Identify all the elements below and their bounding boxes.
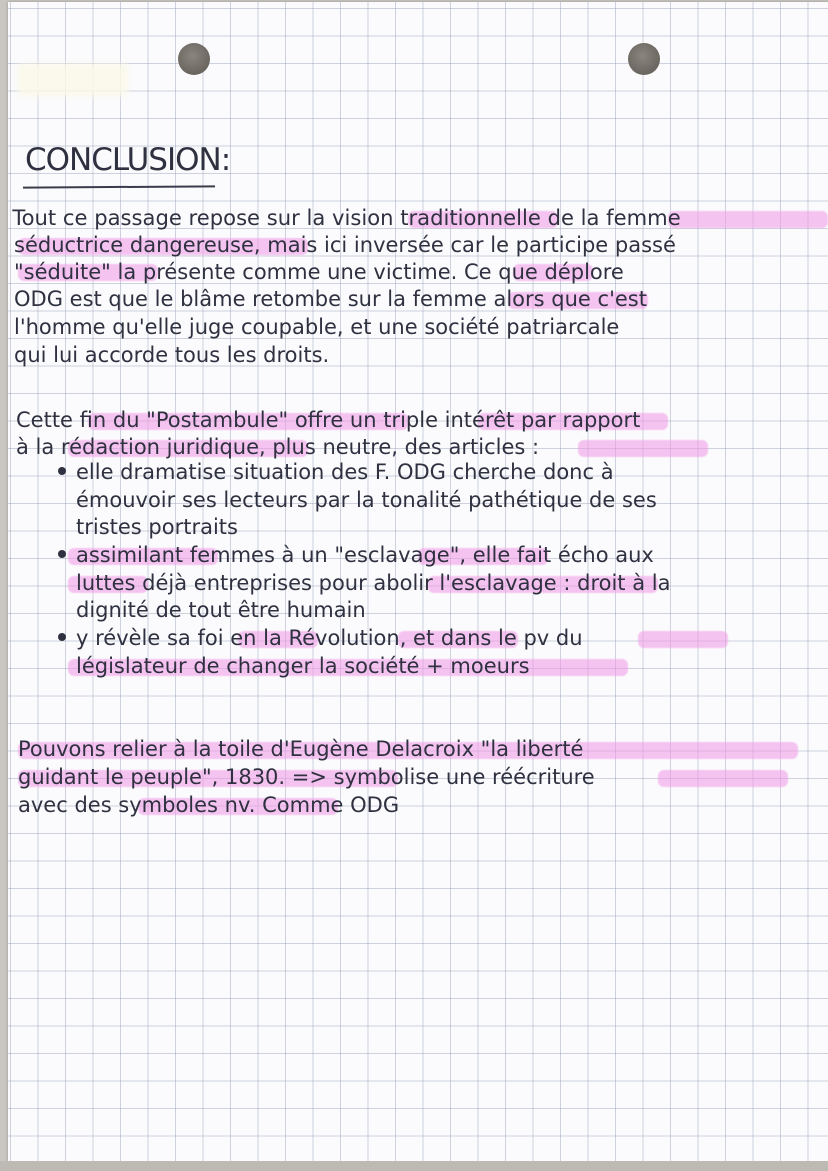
paragraph-1-line: séductrice dangereuse, mais ici inversée car le participe passé [14, 233, 676, 257]
paragraph-1-line: Tout ce passage repose sur la vision traditionnelle de la femme [12, 206, 681, 230]
bullet-dot [58, 550, 66, 558]
paragraph-1-line: ODG est que le blâme retombe sur la femme alors que c'est [14, 287, 647, 311]
bullet-3-line: y révèle sa foi en la Révolution, et dans le pv du [76, 626, 583, 650]
bullet-1-line: tristes portraits [76, 515, 238, 539]
highlight [638, 631, 728, 648]
highlight [578, 440, 708, 457]
bullet-2-line: assimilant femmes à un "esclavage", elle fait écho aux [76, 543, 654, 567]
paragraph-2-line: à la rédaction juridique, plus neutre, des articles : [16, 435, 540, 459]
paragraph-1-line: "séduite" la présente comme une victime. Ce que déplore [14, 260, 624, 284]
page-title: CONCLUSION: [25, 142, 231, 178]
punch-hole-right [628, 43, 660, 75]
paragraph-3-line: guidant le peuple", 1830. => symbolise une réécriture [18, 765, 595, 789]
paper-smudge [18, 64, 128, 96]
bullet-2-line: luttes déjà entreprises pour abolir l'esclavage : droit à la [76, 571, 671, 595]
paragraph-1-line: l'homme qu'elle juge coupable, et une société patriarcale [14, 315, 620, 339]
desk-background [0, 1161, 828, 1171]
highlight [668, 211, 828, 228]
highlight [658, 770, 788, 787]
title-underline [23, 185, 215, 188]
paragraph-3-line: avec des symboles nv. Comme ODG [18, 793, 400, 817]
bullet-dot [58, 467, 66, 475]
bullet-2-line: dignité de tout être humain [76, 598, 366, 622]
bullet-1-line: émouvoir ses lecteurs par la tonalité pathétique de ses [76, 488, 657, 512]
notebook-page [8, 2, 828, 1161]
paragraph-2-line: Cette fin du "Postambule" offre un triple intérêt par rapport [16, 408, 641, 432]
bullet-dot [58, 633, 66, 641]
bullet-3-line: législateur de changer la société + moeurs [76, 654, 530, 678]
bullet-1-line: elle dramatise situation des F. ODG cherche donc à [76, 460, 614, 484]
paragraph-1-line: qui lui accorde tous les droits. [14, 343, 330, 367]
punch-hole-left [178, 43, 210, 75]
paragraph-3-line: Pouvons relier à la toile d'Eugène Delacroix "la liberté [18, 737, 584, 761]
